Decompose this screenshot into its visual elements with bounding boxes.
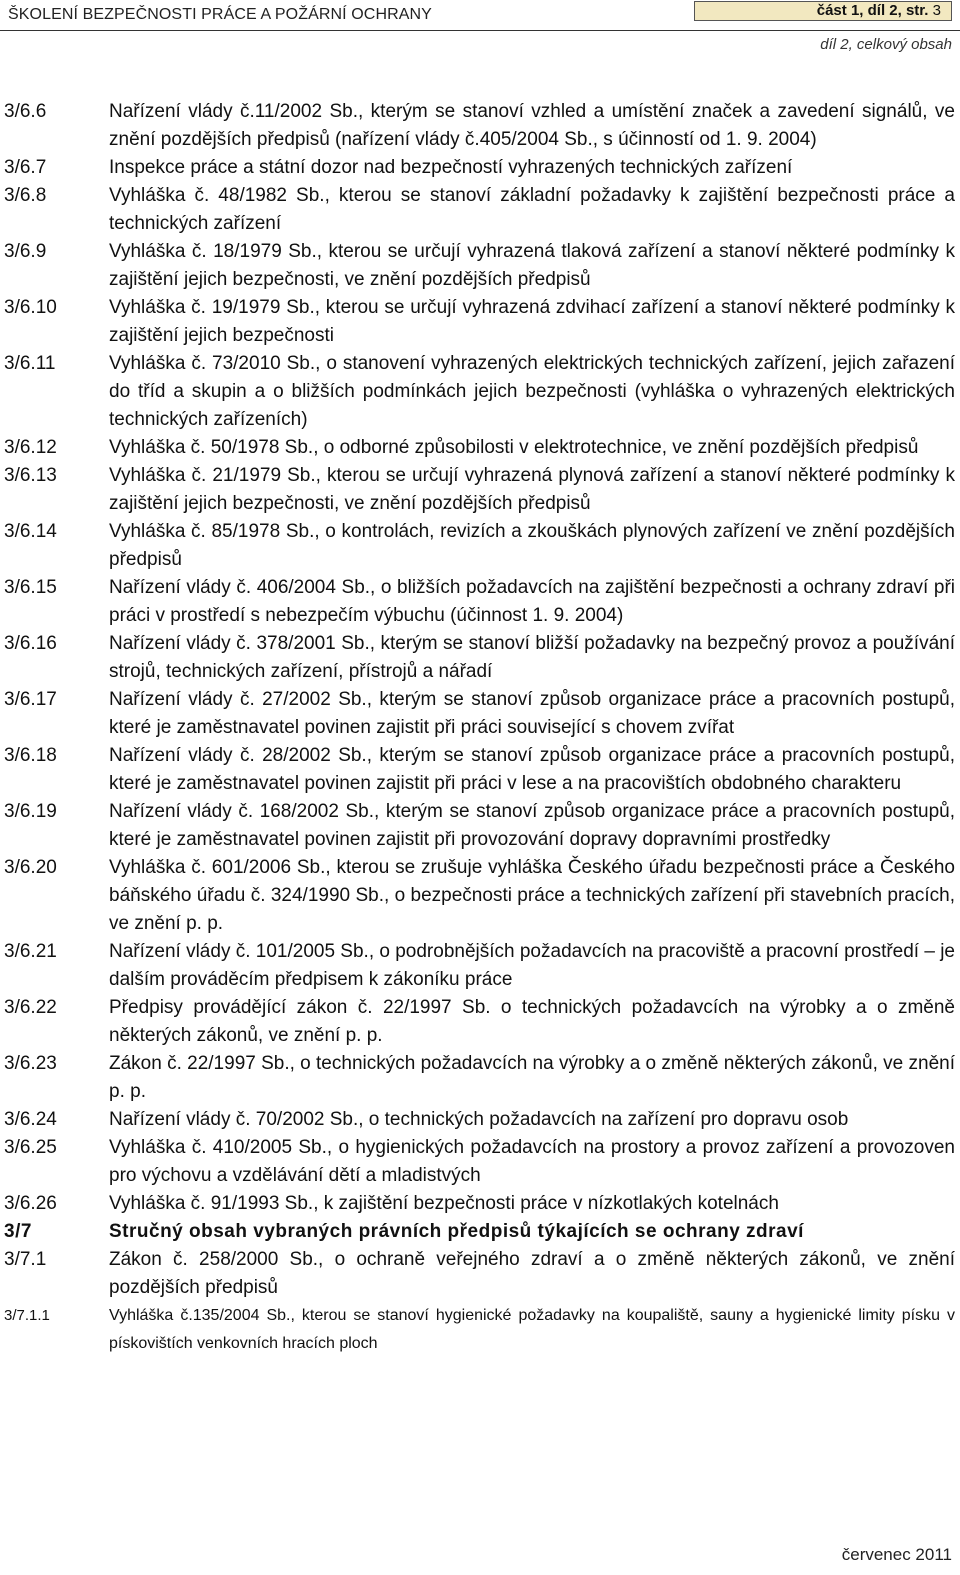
toc-number: 3/6.8 [4, 185, 47, 206]
toc-entry [0, 798, 960, 854]
toc-number: 3/6.15 [4, 577, 57, 598]
toc-text: Vyhláška č. 410/2005 Sb., o hygienických požadavcích na prostory a provoz zařízení a provozoven pro výchovu a vzdělávání dětí a mladistvých [109, 1137, 955, 1186]
toc-number: 3/6.11 [4, 353, 56, 374]
toc-number: 3/6.25 [4, 1137, 57, 1158]
toc-text: Vyhláška č.135/2004 Sb., kterou se stanoví hygienické požadavky na koupaliště, sauny a hygienické limity písku v pískovištích venkovních hracích ploch [109, 1307, 955, 1352]
toc-number: 3/6.16 [4, 633, 57, 654]
toc-text: Nařízení vlády č. 168/2002 Sb., kterým se stanoví způsob organizace práce a pracovních postupů, které je zaměstnavatel povinen zajistit při provozování dopravy dopravními prostředky [109, 801, 955, 850]
toc-text: Vyhláška č. 50/1978 Sb., o odborné způsobilosti v elektrotechnice, ve znění pozdějších předpisů [109, 437, 919, 458]
toc-entry [0, 238, 960, 294]
section-number: 3/7 [4, 1221, 32, 1242]
toc-number: 3/6.17 [4, 689, 57, 710]
toc-text: Nařízení vlády č. 27/2002 Sb., kterým se stanoví způsob organizace práce a pracovních postupů, které je zaměstnavatel povinen zajistit při práci související s chovem zvířat [109, 689, 955, 738]
toc-entry [0, 294, 960, 350]
section-title: Stručný obsah vybraných právních předpisů týkajících se ochrany zdraví [109, 1221, 804, 1242]
toc-number: 3/6.12 [4, 437, 57, 458]
toc-entry [0, 854, 960, 938]
toc-text: Vyhláška č. 48/1982 Sb., kterou se stanoví základní požadavky k zajištění bezpečnosti práce a technických zařízení [109, 185, 955, 234]
toc-entry [0, 686, 960, 742]
toc-entry [0, 462, 960, 518]
toc-number: 3/6.21 [4, 941, 57, 962]
toc-entry [0, 1050, 960, 1106]
toc-number: 3/6.24 [4, 1109, 57, 1130]
toc-text: Předpisy provádějící zákon č. 22/1997 Sb. o technických požadavcích na výrobky a o změně některých zákonů, ve znění p. p. [109, 997, 955, 1046]
toc-text: Zákon č. 258/2000 Sb., o ochraně veřejného zdraví a o změně některých zákonů, ve znění pozdějších předpisů [109, 1249, 955, 1298]
toc-text: Nařízení vlády č. 101/2005 Sb., o podrobnějších požadavcích na pracoviště a pracovní prostředí – je dalším prováděcím předpisem k zákoníku práce [109, 941, 956, 990]
toc-text: Vyhláška č. 73/2010 Sb., o stanovení vyhrazených elektrických technických zařízení, jejich zařazení do tříd a skupin a o bližších podmínkách jejich bezpečnosti (vyhláška o vyhrazených elektrických technických zařízeních) [109, 353, 955, 430]
toc-entry [0, 182, 960, 238]
toc-entry [0, 1134, 960, 1190]
toc-text: Nařízení vlády č. 28/2002 Sb., kterým se stanoví způsob organizace práce a pracovních postupů, které je zaměstnavatel povinen zajistit při práci v lese a na pracovištích obdobného charakteru [109, 745, 955, 794]
page-number: 3 [932, 2, 941, 19]
toc-entry [0, 1190, 960, 1218]
toc-entry [0, 350, 960, 434]
toc-text: Inspekce práce a státní dozor nad bezpečností vyhrazených technických zařízení [109, 157, 793, 178]
toc-number: 3/6.13 [4, 465, 57, 486]
toc-number: 3/6.23 [4, 1053, 57, 1074]
toc-number: 3/7.1 [4, 1249, 47, 1270]
page-locator-box [694, 1, 952, 21]
table-of-contents [0, 98, 960, 1358]
toc-section-heading [0, 1218, 960, 1246]
toc-number: 3/6.14 [4, 521, 57, 542]
page-locator-label: část 1, díl 2, str. [816, 2, 929, 19]
page-header [0, 0, 960, 31]
toc-text: Vyhláška č. 21/1979 Sb., kterou se určují vyhrazená plynová zařízení a stanoví některé podmínky k zajištění jejich bezpečnosti, ve znění pozdějších předpisů [109, 465, 955, 514]
toc-text: Vyhláška č. 601/2006 Sb., kterou se zrušuje vyhláška Českého úřadu bezpečnosti práce a Českého báňského úřadu č. 324/1990 Sb., o bezpečnosti práce a technických zařízení při stavebních pracích, ve znění p. p. [109, 857, 955, 934]
toc-text: Vyhláška č. 91/1993 Sb., k zajištění bezpečnosti práce v nízkotlakých kotelnách [109, 1193, 779, 1214]
toc-entry [0, 98, 960, 154]
toc-number: 3/6.6 [4, 101, 47, 122]
toc-subentry [0, 1302, 960, 1358]
toc-entry [0, 518, 960, 574]
toc-text: Vyhláška č. 19/1979 Sb., kterou se určují vyhrazená zdvihací zařízení a stanoví některé podmínky k zajištění jejich bezpečnosti [109, 297, 955, 346]
toc-number: 3/6.18 [4, 745, 57, 766]
page-subtitle: díl 2, celkový obsah [820, 36, 952, 53]
toc-number: 3/6.9 [4, 241, 47, 262]
toc-entry [0, 1106, 960, 1134]
toc-entry [0, 994, 960, 1050]
toc-number: 3/6.22 [4, 997, 57, 1018]
toc-number: 3/6.7 [4, 157, 47, 178]
toc-entry [0, 574, 960, 630]
toc-number: 3/6.26 [4, 1193, 57, 1214]
toc-text: Zákon č. 22/1997 Sb., o technických požadavcích na výrobky a o změně některých zákonů, ve znění p. p. [109, 1053, 955, 1102]
toc-number: 3/6.20 [4, 857, 57, 878]
toc-number: 3/6.10 [4, 297, 57, 318]
toc-text: Nařízení vlády č. 70/2002 Sb., o technických požadavcích na zařízení pro dopravu osob [109, 1109, 849, 1130]
toc-entry [0, 742, 960, 798]
toc-entry [0, 154, 960, 182]
publication-title: ŠKOLENÍ BEZPEČNOSTI PRÁCE A POŽÁRNÍ OCHRANY [8, 6, 432, 23]
toc-number: 3/6.19 [4, 801, 57, 822]
toc-text: Nařízení vlády č.11/2002 Sb., kterým se stanoví vzhled a umístění značek a zavedení signálů, ve znění pozdějších předpisů (nařízení vlády č.405/2004 Sb., s účinností od 1. 9. 2004) [109, 101, 955, 150]
toc-entry [0, 1246, 960, 1302]
toc-text: Nařízení vlády č. 406/2004 Sb., o bližších požadavcích na zajištění bezpečnosti a ochrany zdraví při práci v prostředí s nebezpečím výbuchu (účinnost 1. 9. 2004) [109, 577, 955, 626]
toc-text: Vyhláška č. 85/1978 Sb., o kontrolách, revizích a zkouškách plynových zařízení ve znění pozdějších předpisů [109, 521, 955, 570]
toc-text: Vyhláška č. 18/1979 Sb., kterou se určují vyhrazená tlaková zařízení a stanoví některé podmínky k zajištění jejich bezpečnosti, ve znění pozdějších předpisů [109, 241, 955, 290]
toc-entry [0, 630, 960, 686]
toc-entry [0, 938, 960, 994]
toc-entry [0, 434, 960, 462]
toc-number: 3/7.1.1 [4, 1307, 50, 1324]
footer-date: červenec 2011 [841, 1545, 952, 1564]
toc-text: Nařízení vlády č. 378/2001 Sb., kterým se stanoví bližší požadavky na bezpečný provoz a používání strojů, technických zařízení, přístrojů a nářadí [109, 633, 955, 682]
